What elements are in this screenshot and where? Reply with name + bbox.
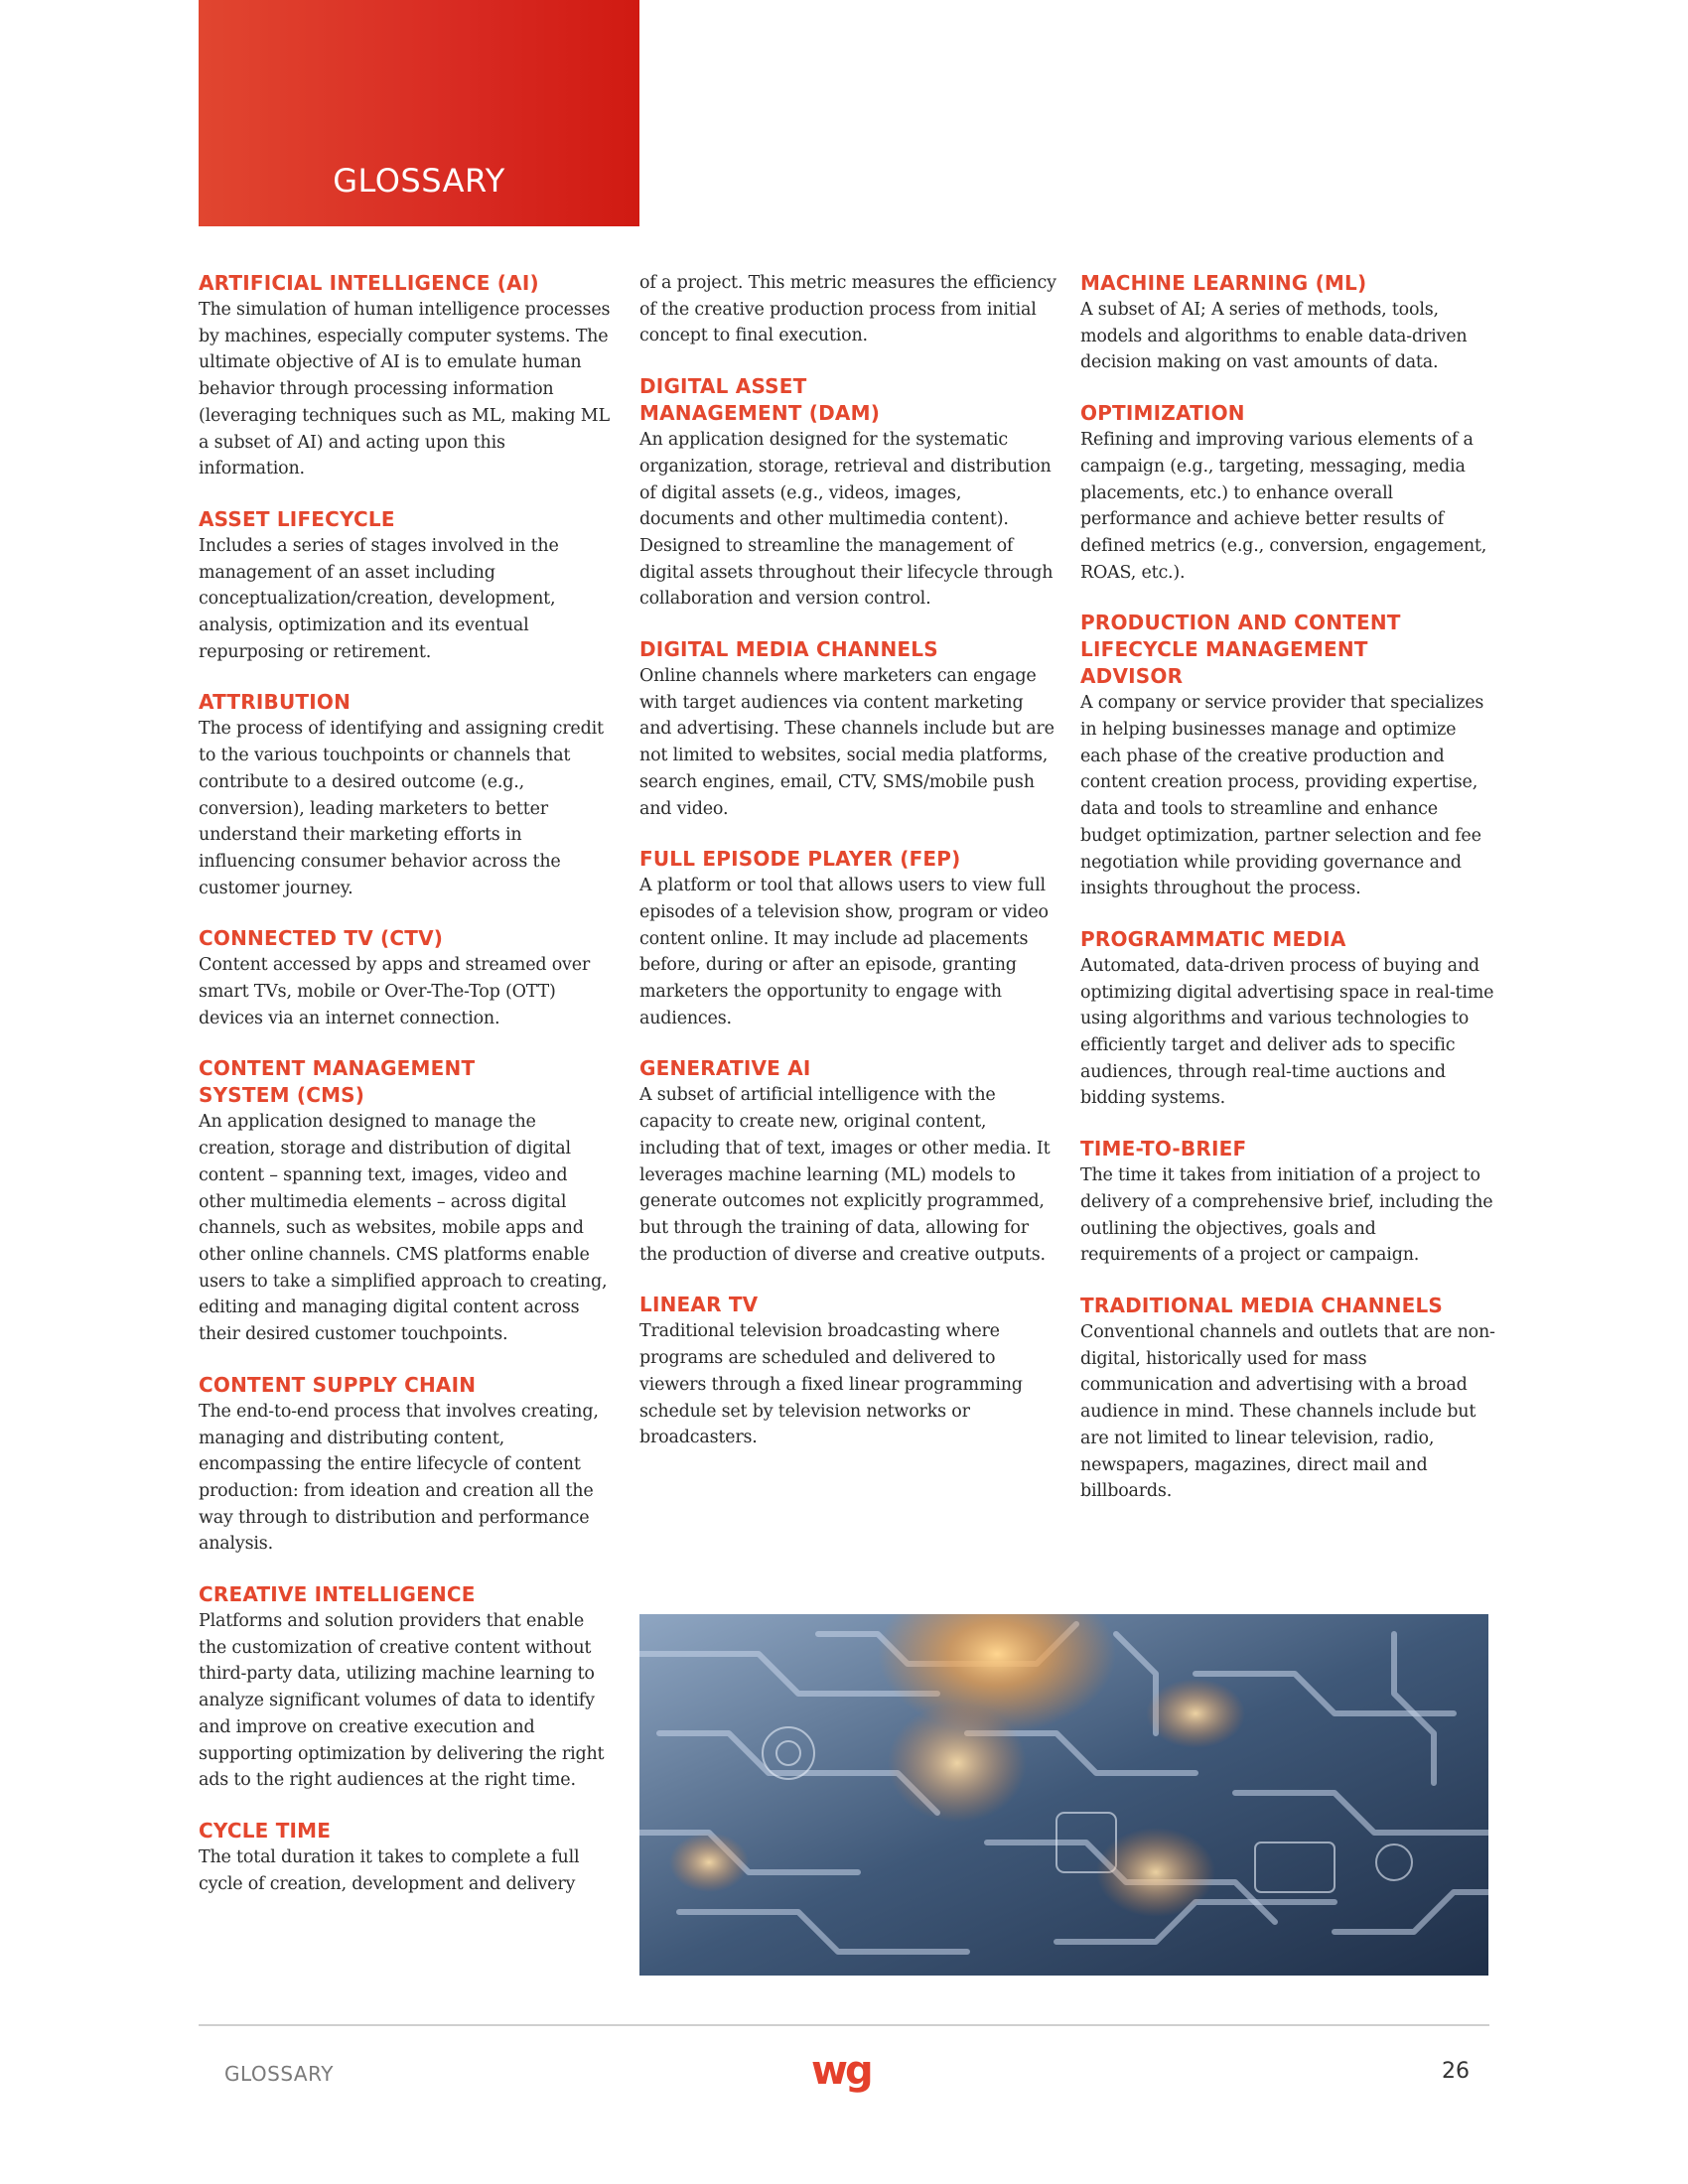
glossary-definition: Refining and improving various elements of a campaign (e.g., targeting, messaging, media placements, etc.) to enhance overall performance and achieve better results of defined metrics (e.g., conversion, engagement, ROAS, etc.).	[1080, 430, 1487, 583]
glossary-definition: An application designed to manage the creation, storage and distribution of digital content – spanning text, images, video and other multimedia elements – across digital channels, such as websites, mobile apps and other online channels. CMS platforms enable users to take a simplified approach to creating, editing and managing digital content across their desired customer touchpoints.	[199, 1112, 608, 1345]
glossary-entry	[639, 1292, 1056, 1451]
glossary-term: FULL EPISODE PLAYER (FEP)	[639, 847, 961, 872]
glossary-entry	[639, 1055, 1056, 1268]
glossary-term: DIGITAL ASSET MANAGEMENT (DAM)	[639, 374, 881, 426]
glossary-definition: Platforms and solution providers that enable the customization of creative content without third-party data, utilizing machine learning to analyze significant volumes of data to identify and improve on creative execution and supporting optimization by delivering the right ads to the right audiences at the right time.	[199, 1611, 605, 1791]
glossary-definition: A company or service provider that specializes in helping businesses manage and optimize each phase of the creative production and content creation process, providing expertise, data and tools to streamline and enhance budget optimization, partner selection and fee negotiation while providing governance and insights throughout the process.	[1080, 693, 1484, 899]
glossary-definition: The end-to-end process that involves creating, managing and distributing content, encompassing the entire lifecycle of content production: from ideation and creation all the way through to distribution and performance analysis.	[199, 1401, 599, 1555]
glossary-entry	[639, 373, 1056, 613]
glossary-term: TIME-TO-BRIEF	[1080, 1137, 1247, 1161]
glossary-definition: A subset of AI; A series of methods, tools, models and algorithms to enable data-driven decision making on vast amounts of data.	[1080, 300, 1468, 373]
glossary-entry	[199, 1055, 616, 1347]
glossary-entry	[639, 636, 1056, 822]
glossary-entry	[1080, 270, 1497, 376]
glossary-entry	[199, 925, 616, 1031]
glossary-entry	[1080, 926, 1497, 1112]
glossary-entry	[639, 846, 1056, 1031]
glossary-entry	[199, 1372, 616, 1558]
glossary-definition: Automated, data-driven process of buying and optimizing digital advertising space in real-time using algorithms and various technologies to efficiently target and deliver ads to specific audiences, through real-time auctions and bidding systems.	[1080, 955, 1494, 1109]
glossary-definition: Conventional channels and outlets that are non-digital, historically used for mass communication and advertising with a broad audience in mind. These channels include but are not limited to linear television, radio, newspapers, magazines, direct mail and billboards.	[1080, 1321, 1495, 1502]
footer-section-label: GLOSSARY	[224, 2062, 334, 2086]
glossary-term: CYCLE TIME	[199, 1818, 332, 1843]
glossary-entry	[199, 270, 616, 482]
glossary-term: GENERATIVE AI	[639, 1056, 811, 1081]
page-number: 26	[1442, 2059, 1470, 2084]
glossary-term: CREATIVE INTELLIGENCE	[199, 1582, 476, 1607]
glossary-definition: The total duration it takes to complete a full cycle of creation, development and delivery	[199, 1846, 580, 1894]
glossary-term: CONTENT SUPPLY CHAIN	[199, 1372, 477, 1397]
glossary-column-3	[1080, 270, 1497, 1529]
glossary-term: PROGRAMMATIC MEDIA	[1080, 926, 1346, 951]
glossary-term: CONNECTED TV (CTV)	[199, 926, 444, 951]
glossary-definition: A subset of artificial intelligence with the capacity to create new, original content, including that of text, images or other media. It leverages machine learning (ML) models to generate outcomes not explicitly programmed, but through the training of data, allowing for the production of diverse and creative outputs.	[639, 1085, 1051, 1265]
glossary-column-2	[639, 270, 1056, 1475]
glossary-term: MACHINE LEARNING (ML)	[1080, 271, 1367, 295]
glossary-term: ARTIFICIAL INTELLIGENCE (AI)	[199, 271, 539, 295]
glossary-definition: Traditional television broadcasting where programs are scheduled and delivered to viewers through a fixed linear programming schedule set by television networks or broadcasters.	[639, 1321, 1023, 1448]
glossary-term: LINEAR TV	[639, 1293, 759, 1317]
glossary-term: PRODUCTION AND CONTENT LIFECYCLE MANAGEMENT ADVISOR	[1080, 611, 1401, 689]
glossary-definition: Online channels where marketers can engage with target audiences via content marketing and advertising. These channels include but are not limited to websites, social media platforms, search engines, email, CTV, SMS/mobile push and video.	[639, 666, 1055, 819]
glossary-term: ASSET LIFECYCLE	[199, 506, 395, 531]
glossary-definition: The time it takes from initiation of a project to delivery of a comprehensive brief, including the outlining the objectives, goals and requirements of a project or campaign.	[1080, 1165, 1493, 1266]
glossary-term: ATTRIBUTION	[199, 690, 352, 715]
footer-divider	[199, 2024, 1489, 2026]
glossary-term: OPTIMIZATION	[1080, 401, 1245, 426]
glossary-entry	[199, 1581, 616, 1794]
page-title: GLOSSARY	[333, 162, 505, 200]
glossary-definition: The process of identifying and assigning credit to the various touchpoints or channels that contribute to a desired outcome (e.g., conversion), leading marketers to better understand their marketing efforts in influencing consumer behavior across the customer journey.	[199, 719, 604, 898]
glossary-term: CONTENT MANAGEMENT SYSTEM (CMS)	[199, 1056, 476, 1108]
wg-logo: wg	[811, 2048, 871, 2094]
glossary-entry	[199, 1818, 616, 1897]
title-banner	[199, 0, 639, 226]
glossary-entry	[1080, 400, 1497, 586]
glossary-entry	[199, 689, 616, 901]
glossary-entry	[1080, 1293, 1497, 1505]
circuit-board-image	[639, 1614, 1488, 1976]
glossary-entry	[199, 506, 616, 666]
glossary-definition: Includes a series of stages involved in the management of an asset including conceptualization/creation, development, analysis, optimization and its eventual repurposing or retirement.	[199, 535, 559, 662]
glossary-column-1	[199, 270, 616, 1921]
glossary-term: DIGITAL MEDIA CHANNELS	[639, 637, 938, 662]
glossary-term: TRADITIONAL MEDIA CHANNELS	[1080, 1293, 1444, 1317]
glossary-definition: A platform or tool that allows users to view full episodes of a television show, program or video content online. It may include ad placements before, during or after an episode, granting marketers the opportunity to engage with audiences.	[639, 876, 1049, 1028]
glossary-definition: Content accessed by apps and streamed over smart TVs, mobile or Over-The-Top (OTT) devices via an internet connection.	[199, 955, 591, 1028]
glossary-definition: An application designed for the systematic organization, storage, retrieval and distribution of digital assets (e.g., videos, images, documents and other multimedia content). Designed to streamline the management of digital assets throughout their lifecycle through collaboration and version control.	[639, 430, 1054, 610]
glossary-definition-continuation: of a project. This metric measures the efficiency of the creative production process from initial concept to final execution.	[639, 273, 1056, 346]
glossary-entry	[1080, 610, 1497, 902]
glossary-definition: The simulation of human intelligence processes by machines, especially computer systems. The ultimate objective of AI is to emulate human behavior through processing information (leveraging techniques such as ML, making ML a subset of AI) and acting upon this information.	[199, 300, 611, 479]
glossary-entry	[1080, 1136, 1497, 1269]
